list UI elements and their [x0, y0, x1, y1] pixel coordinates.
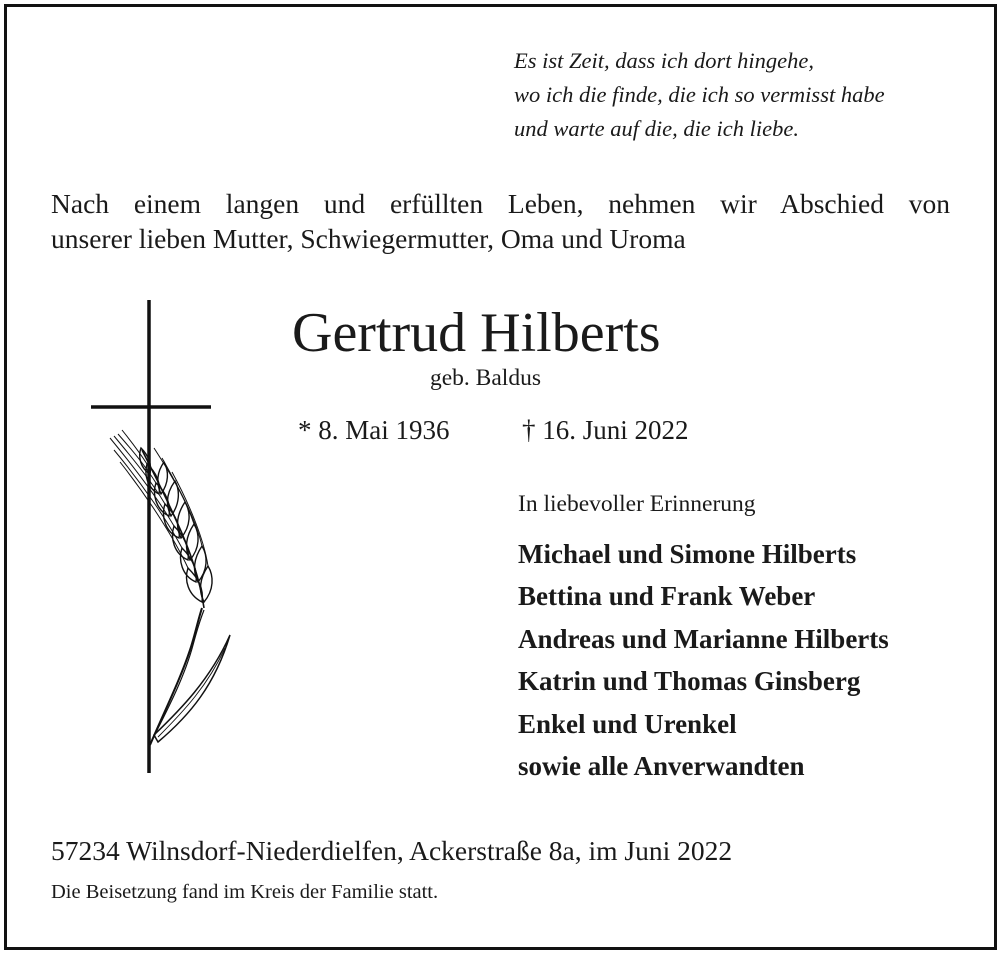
- burial-note: Die Beisetzung fand im Kreis der Familie statt.: [51, 881, 439, 903]
- poem-line: Es ist Zeit, dass ich dort hingehe,: [514, 48, 814, 73]
- mourner-item: sowie alle Anverwandten: [518, 751, 805, 782]
- mourner-list: [518, 533, 889, 787]
- mourner-item: Bettina und Frank Weber: [518, 581, 816, 612]
- poem: [514, 44, 974, 146]
- maiden-name: geb. Baldus: [430, 365, 541, 391]
- death-date: † 16. Juni 2022: [522, 415, 689, 445]
- intro-text: [51, 186, 950, 256]
- mourner-item: Enkel und Urenkel: [518, 708, 737, 739]
- cross-with-wheat-icon: [80, 290, 240, 790]
- address-line: 57234 Wilnsdorf-Niederdielfen, Ackerstraße 8a, im Juni 2022: [51, 835, 733, 866]
- mourner-item: Katrin und Thomas Ginsberg: [518, 666, 861, 697]
- memory-label: In liebevoller Erinnerung: [518, 491, 756, 517]
- deceased-name: Gertrud Hilberts: [292, 302, 661, 364]
- mourner-item: Andreas und Marianne Hilberts: [518, 623, 889, 654]
- mourner-item: Michael und Simone Hilberts: [518, 539, 857, 569]
- intro-line-2: unserer lieben Mutter, Schwiegermutter, Oma und Uroma: [51, 223, 686, 254]
- birth-date: * 8. Mai 1936: [298, 415, 450, 445]
- poem-line: und warte auf die, die ich liebe.: [514, 116, 799, 141]
- intro-line-1: Nach einem langen und erfüllten Leben, nehmen wir Abschied von: [51, 188, 950, 219]
- poem-line: wo ich die finde, die ich so vermisst habe: [514, 82, 885, 107]
